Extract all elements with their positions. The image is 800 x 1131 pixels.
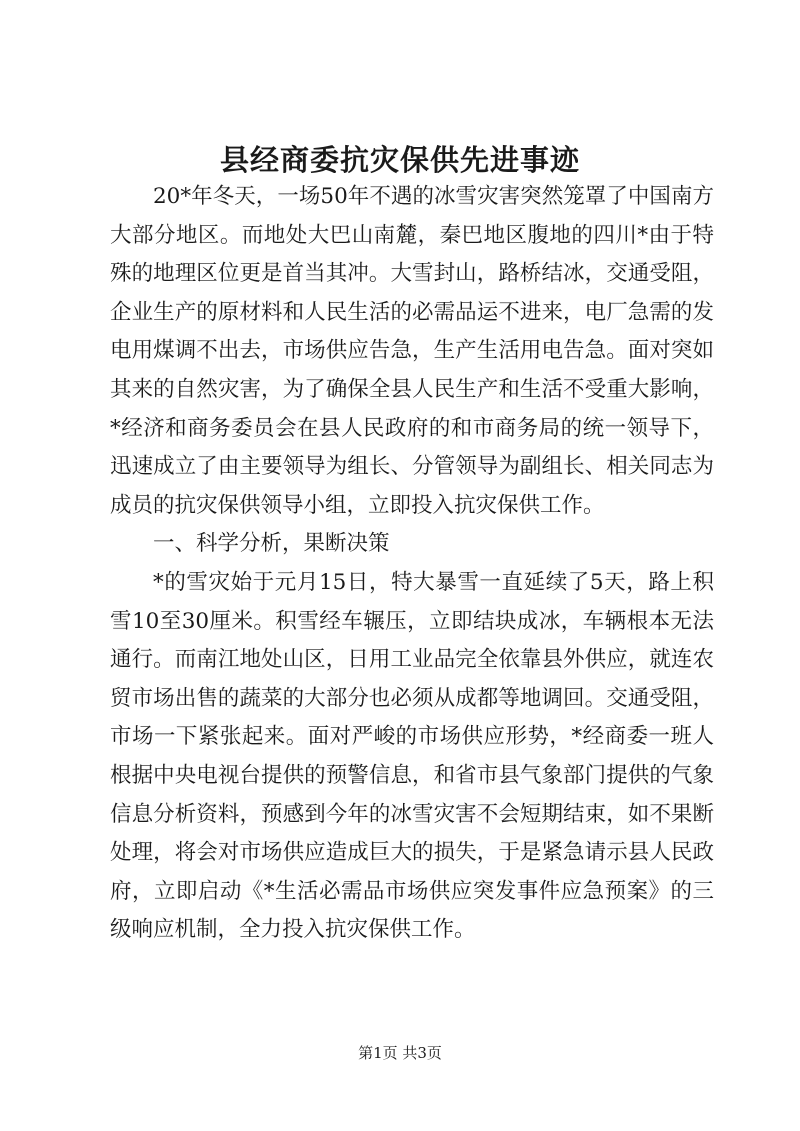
- document-body: [110, 178, 714, 950]
- document-title: 县经商委抗灾保供先进事迹: [219, 143, 580, 177]
- paragraph-intro: 20*年冬天，一场50年不遇的冰雪灾害突然笼罩了中国南方大部分地区。而地处大巴山南麓，秦巴地区腹地的四川*由于特殊的地理区位更是首当其冲。大雪封山，路桥结冰，交通受阻，企业生产的原材料和人民生活的必需品运不进来，电厂急需的发电用煤调不出去，市场供应告急，生产生活用电告急。面对突如其来的自然灾害，为了确保全县人民生产和生活不受重大影响，*经济和商务委员会在县人民政府的和市商务局的统一领导下，迅速成立了由主要领导为组长、分管领导为副组长、相关同志为成员的抗灾保供领导小组，立即投入抗灾保供工作。: [110, 184, 714, 518]
- paragraph-section-one: *的雪灾始于元月15日，特大暴雪一直延续了5天，路上积雪10至30厘米。积雪经车辗压，立即结块成冰，车辆根本无法通行。而南江地处山区，日用工业品完全依靠县外供应，就连农贸市场出售的蔬菜的大部分也必须从成都等地调回。交通受阻，市场一下紧张起来。面对严峻的市场供应形势，*经商委一班人根据中央电视台提供的预警信息，和省市县气象部门提供的气象信息分析资料，预感到今年的冰雪灾害不会短期结束，如不果断处理，将会对市场供应造成巨大的损失，于是紧急请示县人民政府，立即启动《*生活必需品市场供应突发事件应急预案》的三级响应机制，全力投入抗灾保供工作。: [110, 569, 714, 943]
- page-number-footer: 第1页 共3页: [358, 1044, 442, 1062]
- section-heading: 一、科学分析，果断决策: [153, 531, 390, 557]
